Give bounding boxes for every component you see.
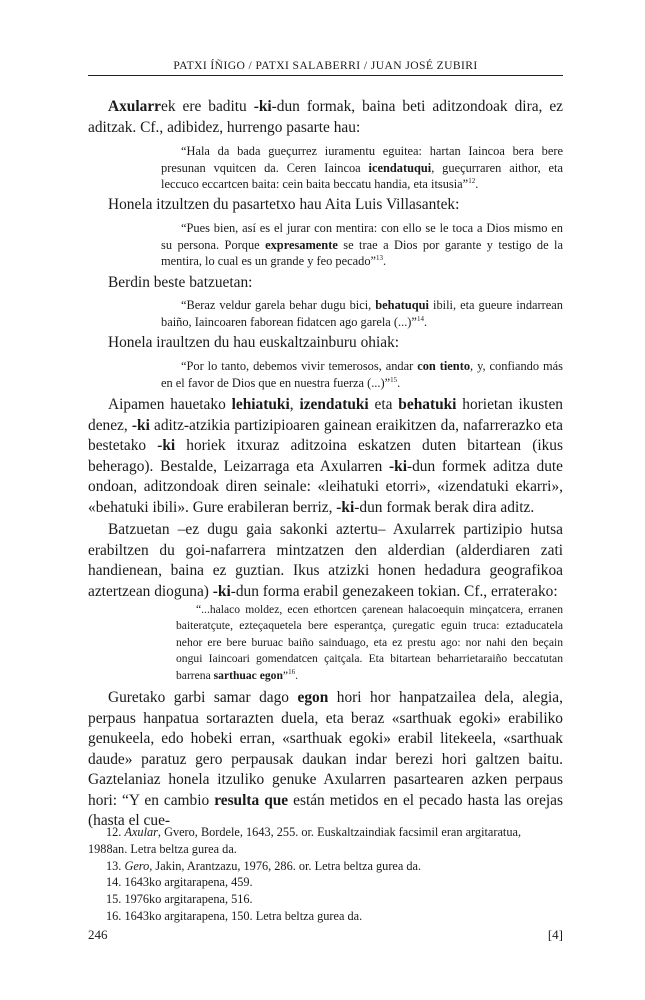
footnote-ref-16: 16 (288, 667, 296, 676)
quote-2: “Pues bien, así es el jurar con mentira: con ello se le toca a Dios mismo en su persona. Porque expresamente se trae a Dios por garante y testigo de la mentira, lo cual es un grande y feo pecado”$^{13}$. (161, 221, 563, 269)
paragraph-1: Axularrek ere baditu -ki-dun formak, baina beti aditzondoak dira, ez aditzak. Cf., adibidez, hurrengo pasarte hau: (88, 98, 563, 136)
paragraph-4: Honela iraultzen du hau euskaltzainburu ohiak: (108, 334, 400, 351)
running-header: PATXI ÍÑIGO / PATXI SALABERRI / JUAN JOSÉ ZUBIRI (88, 59, 563, 76)
section-marker: [4] (547, 927, 563, 942)
footnote-15: 15. 1976ko argitarapena, 516. (106, 892, 253, 907)
quote-3: “Beraz veldur garela behar dugu bici, behatuqui ibili, eta gueure indarrean baiño, Iaincoaren faborean fidatcen ago garela (...)”$^{14}$. (161, 298, 564, 329)
paragraph-6: Batzuetan –ez dugu gaia sakonki aztertu– Axularrek partizipio hutsa erabiltzen du goi-nafarrera mintzatzen den alderdian (alderdiaren zati handienean, baina ez guztian. Ikus atzizki honen hedadura geografikoa aztertzean dioguna) -ki-dun forma erabil genezakeen tokian. Cf., erraterako: (88, 521, 563, 600)
page-number: 246 (88, 927, 108, 942)
footnote-ref-15: 15 (390, 375, 398, 384)
footnote-14: 14. 1643ko argitarapena, 459. (106, 875, 253, 890)
quote-1: “Hala da bada gueçurrez iuramentu eguitea: hartan Iaincoa bera bere presunan vquitcen da. Ceren Iaincoa icendatuqui, gueçurraren aithor, eta leccuco eccartcen baita: cein baita beccatu handia, eta itsusia”$^{12}$. (161, 144, 564, 192)
footnote-12: 12. Axular, Gvero, Bordele, 1643, 255. or. Euskaltzaindiak facsimil eran argitaratua, 1988an. Letra beltza gurea da. (88, 825, 522, 856)
quote-4: “Por lo tanto, debemos vivir temerosos, andar con tiento, y, confiando más en el favor de Dios que en nuestra fuerza (...)”$^{15}$. (161, 359, 563, 390)
paragraph-2: Honela itzultzen du pasartetxo hau Aita Luis Villasantek: (108, 196, 460, 213)
footnote-ref-13: 13 (376, 254, 384, 263)
paragraph-7: Guretako garbi samar dago egon hori hor hanpatzailea dela, alegia, perpaus hanpatua sortarazten duela, eta beraz «sarthuak egoki» erabiliko genukeela, edo hobeki erran, «sarthuak egoki» erabil litekeela, «sarthuak daude» paratuz gero perpausak daukan indar berezi hori galtzen baitu. Gaztelaniaz honela itzuliko genuke Axularren pasartearen azken perpaus hori: “Y en cambio resulta que están metidos en el pecado hasta las orejas (hasta el cue- (88, 689, 564, 829)
footnote-ref-12: 12 (468, 177, 476, 186)
footnote-13: 13. Gero, Jakin, Arantzazu, 1976, 286. or. Letra beltza gurea da. (106, 858, 422, 873)
quote-5: “...halaco moldez, ecen ethortcen çarenean halacoequin minçatcera, erranen baiteratçute, ezteçaquetela bere esperantça, çuregatic eguin truca: eztaducatela nehor ere bere buruac baiño sainduago, eta ez prestu ago: nor nahi den beçain ongui Iaincoari gomendatcen çaitçala. Eta bitartean beharrietaraiño beccatutan barrena sarthuac egon”$^{16}$. (176, 603, 563, 682)
paragraph-3: Berdin beste batzuetan: (108, 274, 253, 291)
footnote-ref-14: 14 (416, 314, 424, 323)
paragraph-5: Aipamen hauetako lehiatuki, izendatuki eta behatuki horietan ikusten denez, -ki aditz-atzikia partizipioaren gainean eraikitzen da, nafarrerazko eta bestetako -ki horiek itxuraz aditzoina eskatzen duten bitartean (ikus beherago). Bestalde, Leizarraga eta Axularren -ki-dun formek aditza dute ondoan, aditzondoak diren seinale: «leihatuki etorri», «izendatuki ekarri», «behatuki ibili». Gure erabileran berriz, -ki-dun formak berak dira aditz. (88, 396, 563, 516)
footnotes (88, 824, 563, 925)
footnote-16: 16. 1643ko argitarapena, 150. Letra beltza gurea da. (106, 908, 363, 923)
